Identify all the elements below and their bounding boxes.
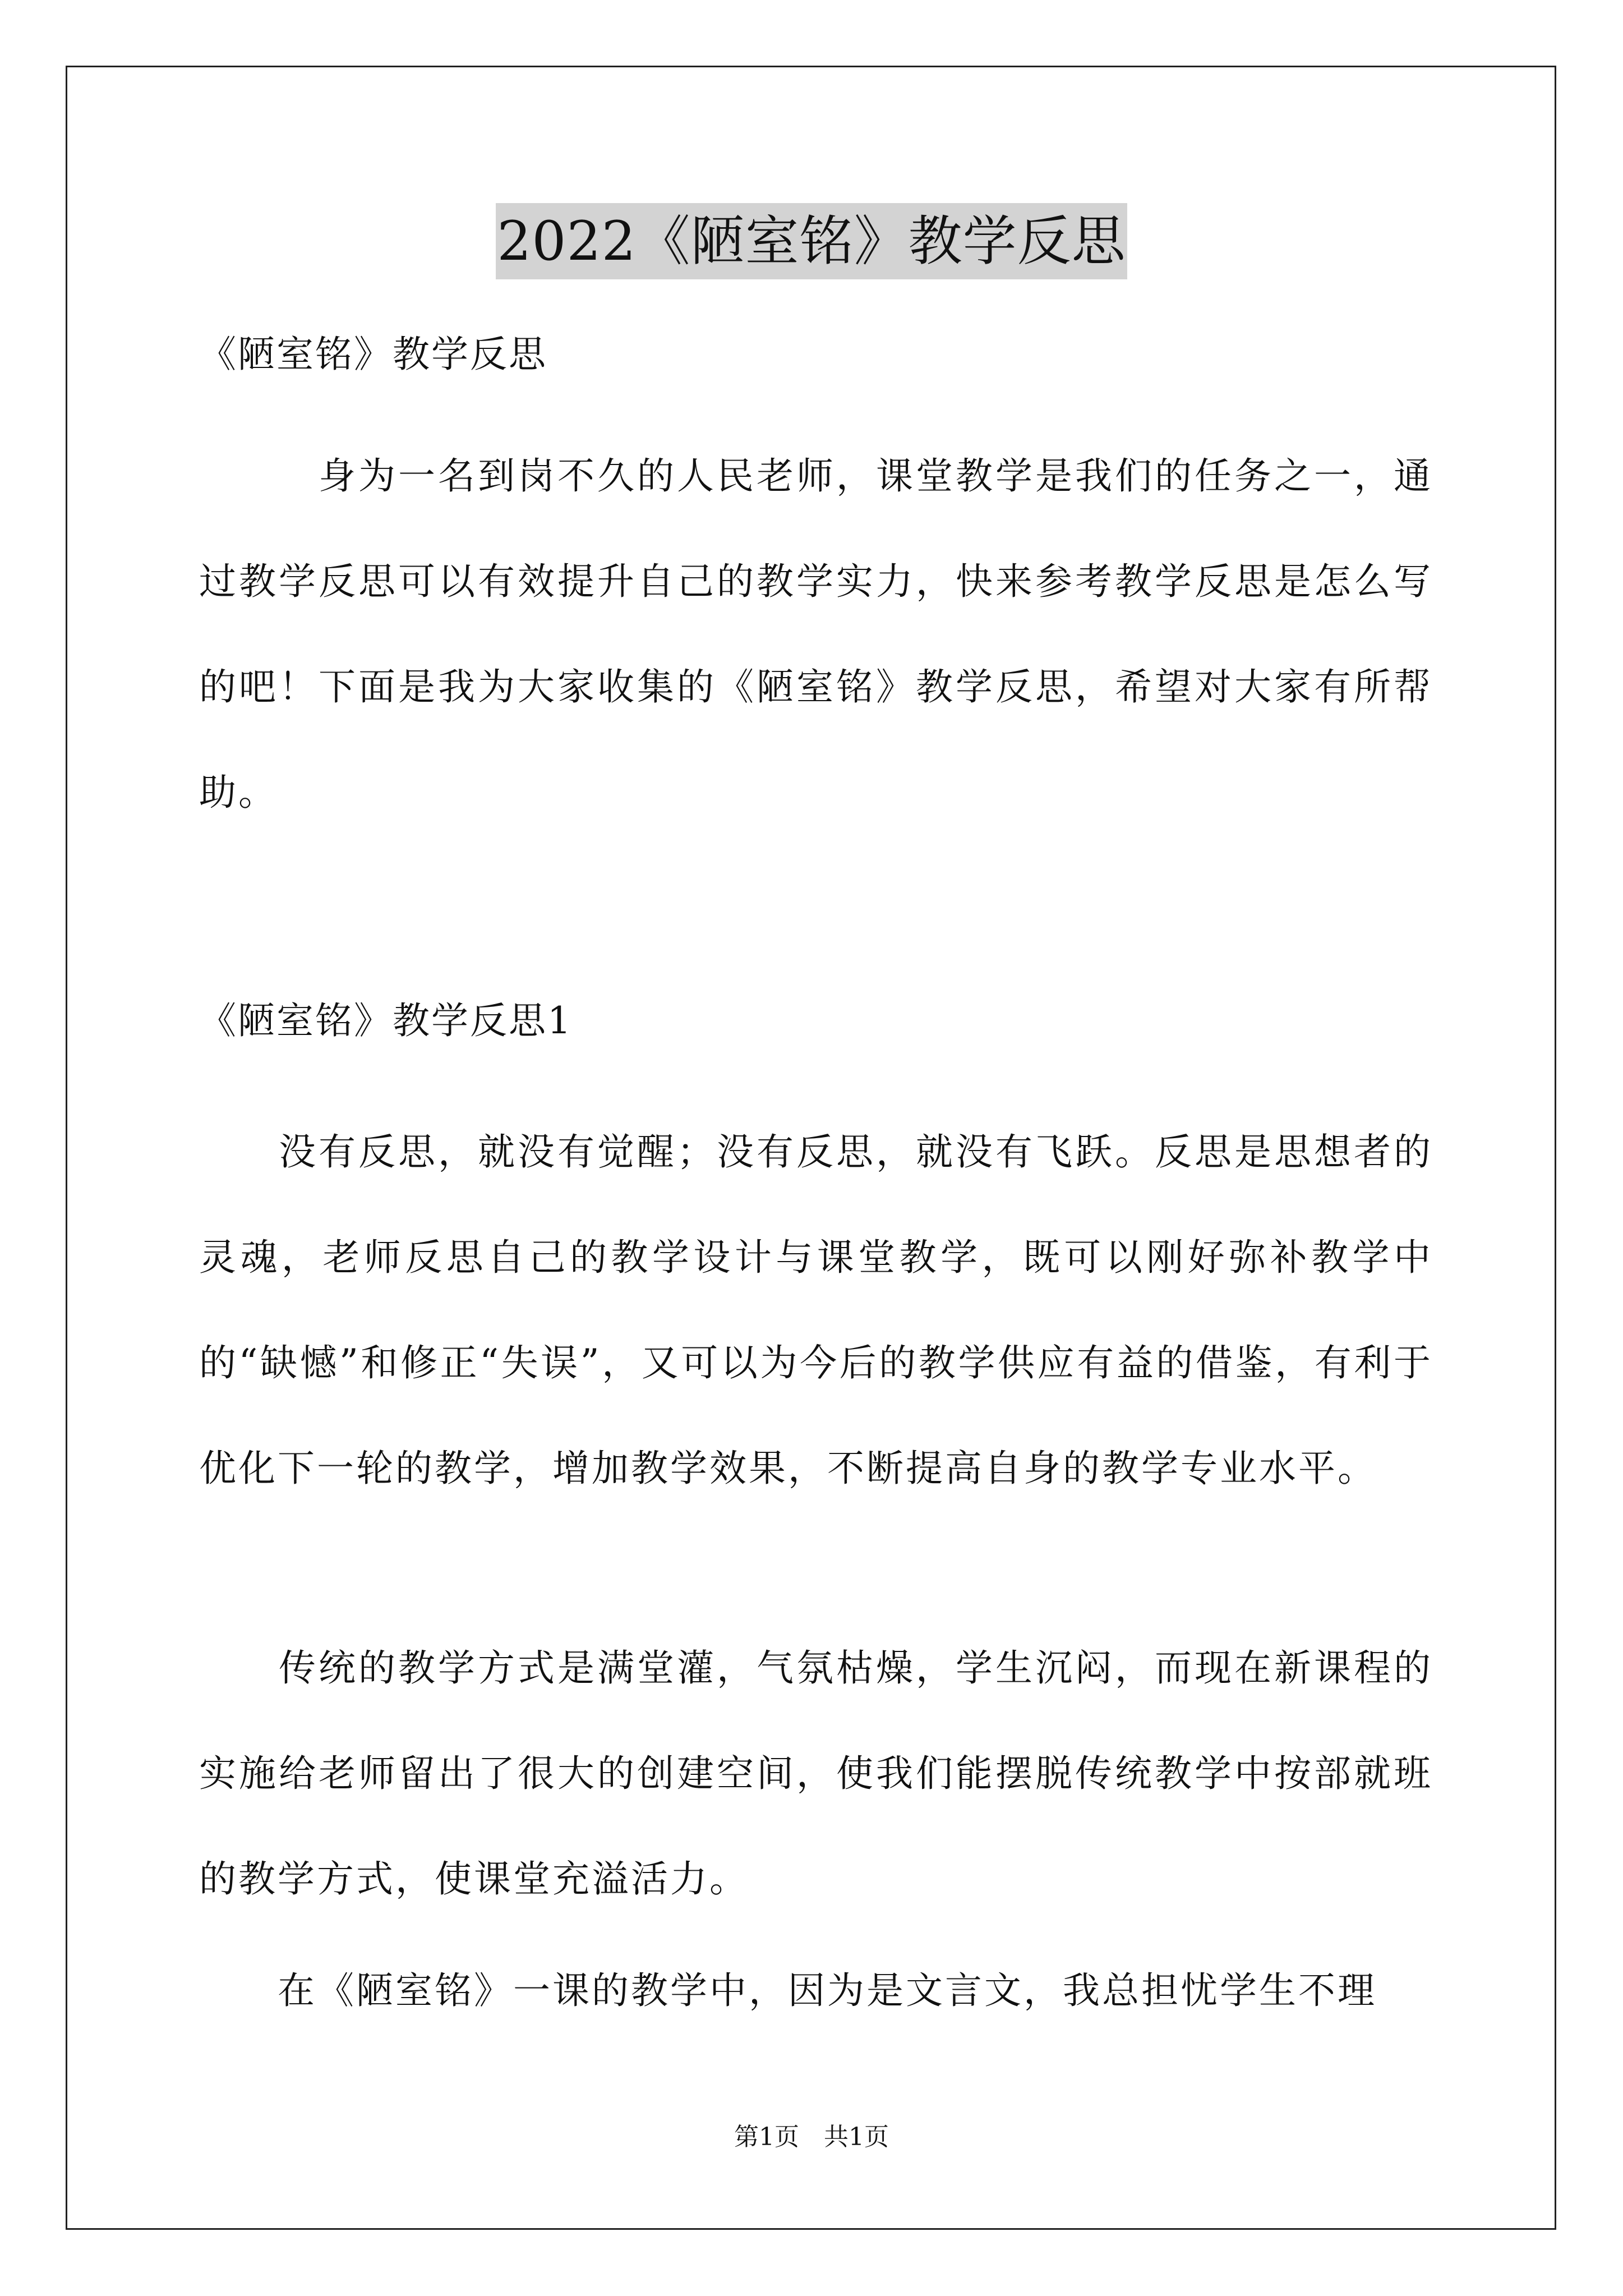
intro-paragraph: 身为一名到岗不久的人民老师，课堂教学是我们的任务之一，通过教学反思可以有效提升自己的教学实力，快来参考教学反思是怎么写的吧！下面是我为大家收集的《陋室铭》教学反思，希望对大家有所帮助。 <box>199 454 1433 814</box>
document-title: 2022《陋室铭》教学反思 <box>496 203 1127 279</box>
body-paragraph-1: 没有反思，就没有觉醒；没有反思，就没有飞跃。反思是思想者的灵魂，老师反思自己的教学设计与课堂教学，既可以刚好弥补教学中的“缺憾”和修正“失误”，又可以为今后的教学供应有益的借鉴，有利于优化下一轮的教学，增加教学效果，不断提高自身的教学专业水平。 <box>199 1130 1433 1490</box>
section-heading-1: 《陋室铭》教学反思1 <box>199 999 573 1042</box>
body-paragraph-2: 传统的教学方式是满堂灌，气氛枯燥，学生沉闷，而现在新课程的实施给老师留出了很大的创建空间，使我们能摆脱传统教学中按部就班的教学方式，使课堂充溢活力。 <box>199 1646 1433 1901</box>
body-paragraph-3: 在《陋室铭》一课的教学中，因为是文言文，我总担忧学生不理 <box>199 1969 1377 2012</box>
intro-heading: 《陋室铭》教学反思 <box>199 333 547 376</box>
title-container <box>0 203 1623 279</box>
page-footer: 第1页 共1页 <box>734 2123 889 2151</box>
